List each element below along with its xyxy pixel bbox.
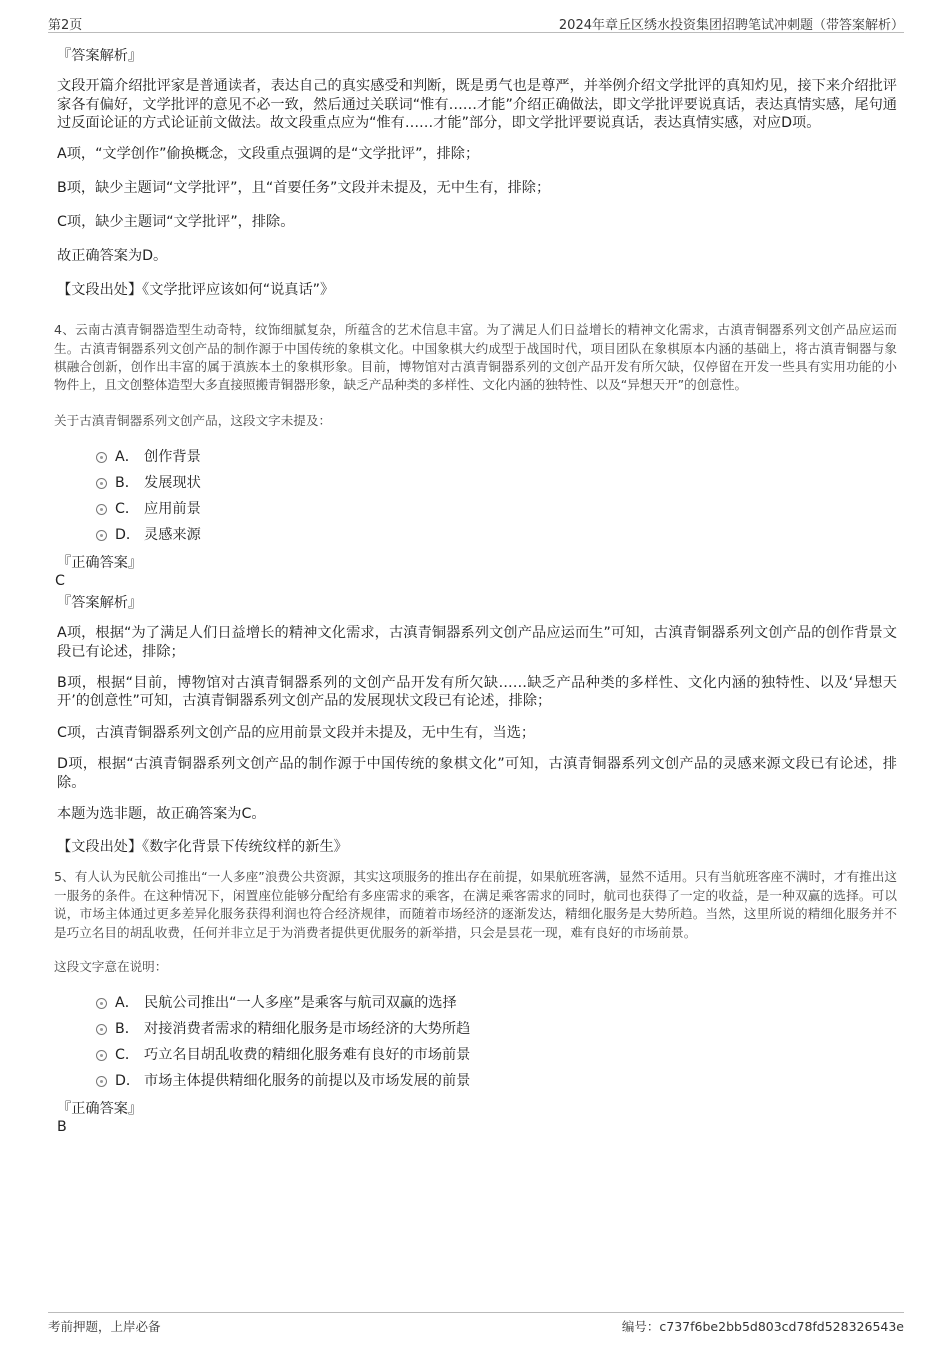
q5-question: 这段文字意在说明： <box>54 958 168 974</box>
q5-stem: 5、有人认为民航公司推出“一人多座”浪费公共资源，其实这项服务的推出存在前提，如果航班客满，显然不适用。只有当航班客座不满时，才有推出这一服务的条件。在这种情况下，闲置座位能够分配给有多座需求的乘客，在满足乘客需求的同时，航司也获得了一定的收益，是一种双赢的选择。可以说，市场主体通过更多差异化服务获得利润也符合经济规律，而随着市场经济的逐渐发达，精细化服务是大势所趋。当然，这里所说的精细化服务并不是巧立名目的胡乱收费，任何并非立足于为消费者提供更优服务的新举措，只会是昙花一现，难有良好的市场前景。 <box>54 869 897 940</box>
q4-analysis-d: D项，根据“古滇青铜器系列文创产品的制作源于中国传统的象棋文化”可知，古滇青铜器系列文创产品的灵感来源文段已有论述，排除。 <box>57 755 897 791</box>
q4-correct-label: 『正确答案』 <box>57 555 143 572</box>
radio-icon[interactable] <box>96 478 107 489</box>
radio-icon[interactable] <box>96 452 107 463</box>
radio-icon[interactable] <box>96 1076 107 1087</box>
q3-source: 【文段出处】《文学批评应该如何“说真话”》 <box>57 282 335 299</box>
footer-slogan: 考前押题，上岸必备 <box>48 1319 161 1334</box>
page-number: 第2页 <box>48 18 83 33</box>
q5-correct-label: 『正确答案』 <box>57 1101 143 1118</box>
q3-option-b-analysis: B项，缺少主题词“文学批评”，且“首要任务”文段并未提及，无中生有，排除； <box>57 180 551 197</box>
radio-icon[interactable] <box>96 530 107 541</box>
q3-conclusion: 故正确答案为D。 <box>57 248 168 265</box>
radio-icon[interactable] <box>96 998 107 1009</box>
q4-question: 关于古滇青铜器系列文创产品，这段文字未提及： <box>54 412 332 428</box>
q3-option-c-analysis: C项，缺少主题词“文学批评”，排除。 <box>57 214 295 231</box>
q4-correct-answer: C <box>55 573 65 590</box>
q4-stem: 4、云南古滇青铜器造型生动奇特，纹饰细腻复杂，所蕴含的艺术信息丰富。为了满足人们日益增长的精神文化需求，古滇青铜器系列文创产品应运而生。古滇青铜器系列文创产品的制作源于中国传统的象棋文化。中国象棋大约成型于战国时代，项目团队在象棋原本内涵的基础上，将古滇青铜器与象棋融合创新，创作出丰富的属于滇族本土的象棋形象。目前，博物馆对古滇青铜器系列的文创产品开发有所欠缺，仅停留在开发一些具有实用功能的小物件上，且文创整体造型大多直接照搬青铜器形象，缺乏产品种类的多样性、文化内涵的独特性、以及“异想天开”的创意性。 <box>54 322 897 393</box>
document-title: 2024年章丘区绣水投资集团招聘笔试冲刺题（带答案解析） <box>558 18 904 33</box>
q4-analysis-b: B项，根据“目前，博物馆对古滇青铜器系列的文创产品开发有所欠缺……缺乏产品种类的多样性、文化内涵的独特性、以及‘异想天开’的创意性”可知，古滇青铜器系列文创产品的发展现状文段已有论述，排除； <box>57 674 897 710</box>
radio-icon[interactable] <box>96 504 107 515</box>
q5-correct-answer: B <box>57 1119 67 1136</box>
page-footer <box>48 1312 904 1337</box>
q4-option-c[interactable]: C． 应用前景 <box>57 496 897 522</box>
q5-option-a[interactable]: A． 民航公司推出“一人多座”是乘客与航司双赢的选择 <box>57 990 897 1016</box>
radio-icon[interactable] <box>96 1050 107 1061</box>
q4-analysis-a: A项，根据“为了满足人们日益增长的精神文化需求，古滇青铜器系列文创产品应运而生”可知，古滇青铜器系列文创产品的创作背景文段已有论述，排除； <box>57 625 897 660</box>
q4-conclusion: 本题为选非题，故正确答案为C。 <box>57 806 266 823</box>
q4-analysis-c: C项，古滇青铜器系列文创产品的应用前景文段并未提及，无中生有，当选； <box>57 724 536 741</box>
q5-option-d[interactable]: D． 市场主体提供精细化服务的前提以及市场发展的前景 <box>57 1068 897 1094</box>
q5-options <box>57 990 897 1094</box>
footer-doc-id: 编号：c737f6be2bb5d803cd78fd528326543e <box>621 1319 904 1334</box>
page-content <box>54 46 897 1137</box>
q4-options <box>57 444 897 548</box>
q4-option-b[interactable]: B． 发展现状 <box>57 470 897 496</box>
q5-option-b[interactable]: B． 对接消费者需求的精细化服务是市场经济的大势所趋 <box>57 1016 897 1042</box>
q4-analysis-label: 『答案解析』 <box>57 595 143 612</box>
q4-source: 【文段出处】《数字化背景下传统纹样的新生》 <box>57 839 348 856</box>
q3-analysis-text: 文段开篇介绍批评家是普通读者，表达自己的真实感受和判断，既是勇气也是尊严，并举例介绍文学批评的真知灼见，接下来介绍批评家各有偏好，文学批评的意见不必一致，然后通过关联词“惟有……才能”介绍正确做法，即文学批评要说真话，表达真情实感，尾句通过反面论证的方式论证前文做法。故文段重点应为“惟有……才能”部分，即文学批评要说真话，表达真情实感，对应D项。 <box>57 78 897 132</box>
q3-option-a-analysis: A项，“文学创作”偷换概念，文段重点强调的是“文学批评”，排除； <box>57 146 480 163</box>
page-header <box>48 10 904 33</box>
radio-icon[interactable] <box>96 1024 107 1035</box>
q4-option-a[interactable]: A． 创作背景 <box>57 444 897 470</box>
q4-option-d[interactable]: D． 灵感来源 <box>57 522 897 548</box>
q5-option-c[interactable]: C． 巧立名目胡乱收费的精细化服务难有良好的市场前景 <box>57 1042 897 1068</box>
q3-analysis-label: 『答案解析』 <box>57 48 143 64</box>
